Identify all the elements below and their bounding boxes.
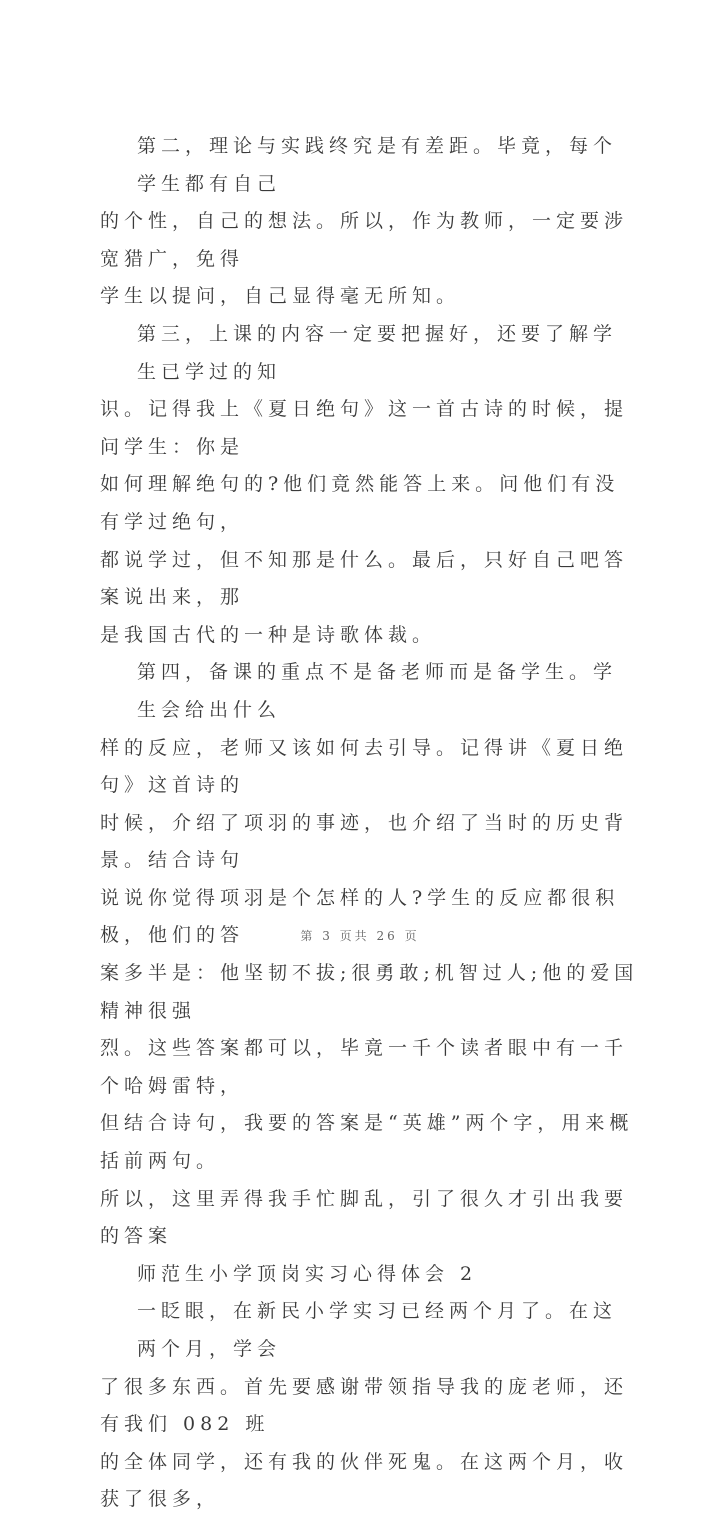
document-body bbox=[100, 128, 640, 1519]
text-line: 都说学过，但不知那是什么。最后，只好自己吧答案说出来，那 bbox=[100, 548, 629, 609]
text-line: 一眨眼，在新民小学实习已经两个月了。在这两个月，学会 bbox=[137, 1300, 618, 1360]
text-line: 所以，这里弄得我手忙脚乱，引了很久才引出我要的答案 bbox=[100, 1187, 629, 1248]
text-line: 时候，介绍了项羽的事迹，也介绍了当时的历史背景。结合诗句 bbox=[100, 811, 629, 872]
text-line: 烈。这些答案都可以，毕竟一千个读者眼中有一千个哈姆雷特， bbox=[100, 1037, 629, 1097]
text-line: 样的反应，老师又该如何去引导。记得讲《夏日绝句》这首诗的 bbox=[100, 736, 629, 797]
text-line: 但结合诗句，我要的答案是“英雄”两个字，用来概括前两句。 bbox=[100, 1112, 634, 1173]
text-line: 说说你觉得项羽是个怎样的人?学生的反应都很积极，他们的答 bbox=[100, 886, 620, 947]
text-line: 了很多东西。首先要感谢带领指导我的庞老师，还有我们 082 班 bbox=[100, 1375, 629, 1436]
page-number-footer: 第 3 页共 26 页 bbox=[300, 929, 420, 943]
text-line: 学生以提问，自己显得毫无所知。 bbox=[100, 285, 461, 308]
text-line: 第四，备课的重点不是备老师而是备学生。学生会给出什么 bbox=[137, 661, 618, 721]
text-line: 是我国古代的一种是诗歌体裁。 bbox=[100, 623, 437, 646]
text-line: 案多半是：他坚韧不拔;很勇敢;机智过人;他的爱国精神很强 bbox=[100, 962, 639, 1022]
text-line: 识。记得我上《夏日绝句》这一首古诗的时候，提问学生：你是 bbox=[100, 398, 629, 458]
text-line: 第二，理论与实践终究是有差距。毕竟，每个学生都有自己 bbox=[137, 135, 618, 195]
text-line: 如何理解绝句的?他们竟然能答上来。问他们有没有学过绝句， bbox=[100, 473, 620, 533]
text-line: 第三，上课的内容一定要把握好，还要了解学生已学过的知 bbox=[137, 322, 618, 383]
section-heading: 师范生小学顶岗实习心得体会 2 bbox=[137, 1262, 478, 1285]
text-line: 的个性，自己的想法。所以，作为教师，一定要涉宽猎广，免得 bbox=[100, 210, 629, 270]
text-line: 的全体同学，还有我的伙伴死鬼。在这两个月，收获了很多， bbox=[100, 1450, 629, 1511]
